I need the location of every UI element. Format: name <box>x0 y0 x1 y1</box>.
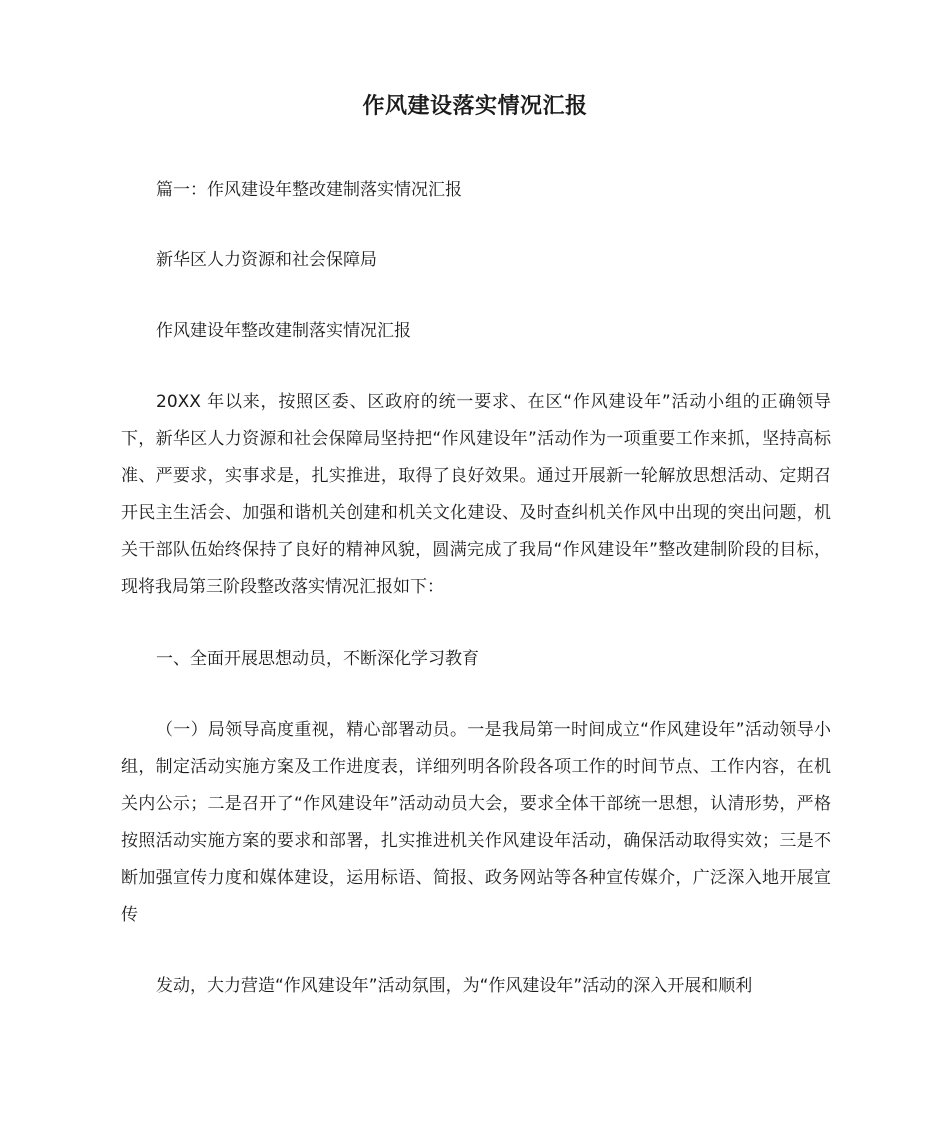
continued-paragraph: 发动，大力营造“作风建设年”活动氛围，为“作风建设年”活动的深入开展和顺利 <box>156 976 753 996</box>
document-title: 作风建设落实情况汇报 <box>362 94 588 119</box>
article-heading: 篇一：作风建设年整改建制落实情况汇报 <box>156 180 462 200</box>
report-subtitle: 作风建设年整改建制落实情况汇报 <box>156 321 411 341</box>
body-paragraph: （一）局领导高度重视，精心部署动员。一是我局第一时间成立“作风建设年”活动领导小组，制定活动实施方案及工作进度表，详细列明各阶段各项工作的时间节点、工作内容，在机关内公示；二是召开了“作风建设年”活动动员大会，要求全体干部统一思想，认清形势，严格按照活动实施方案的要求和部署，扎实推进机关作风建设年活动，确保活动取得实效；三是不断加强宣传力度和媒体建设，运用标语、简报、政务网站等各种宣传媒介，广泛深入地开展宣传 <box>121 720 831 925</box>
intro-paragraph: 20XX 年以来，按照区委、区政府的统一要求、在区“作风建设年”活动小组的正确领导下，新华区人力资源和社会保障局坚持把“作风建设年”活动作为一项重要工作来抓，坚持高标准、严要求，实事求是，扎实推进，取得了良好效果。通过开展新一轮解放思想活动、定期召开民主生活会、加强和谐机关创建和机关文化建设、及时查纠机关作风中出现的突出问题，机关干部队伍始终保持了良好的精神风貌，圆满完成了我局“作风建设年”整改建制阶段的目标，现将我局第三阶段整改落实情况汇报如下： <box>121 392 831 597</box>
organization-name: 新华区人力资源和社会保障局 <box>156 250 377 270</box>
section-heading: 一、全面开展思想动员，不断深化学习教育 <box>156 649 479 669</box>
